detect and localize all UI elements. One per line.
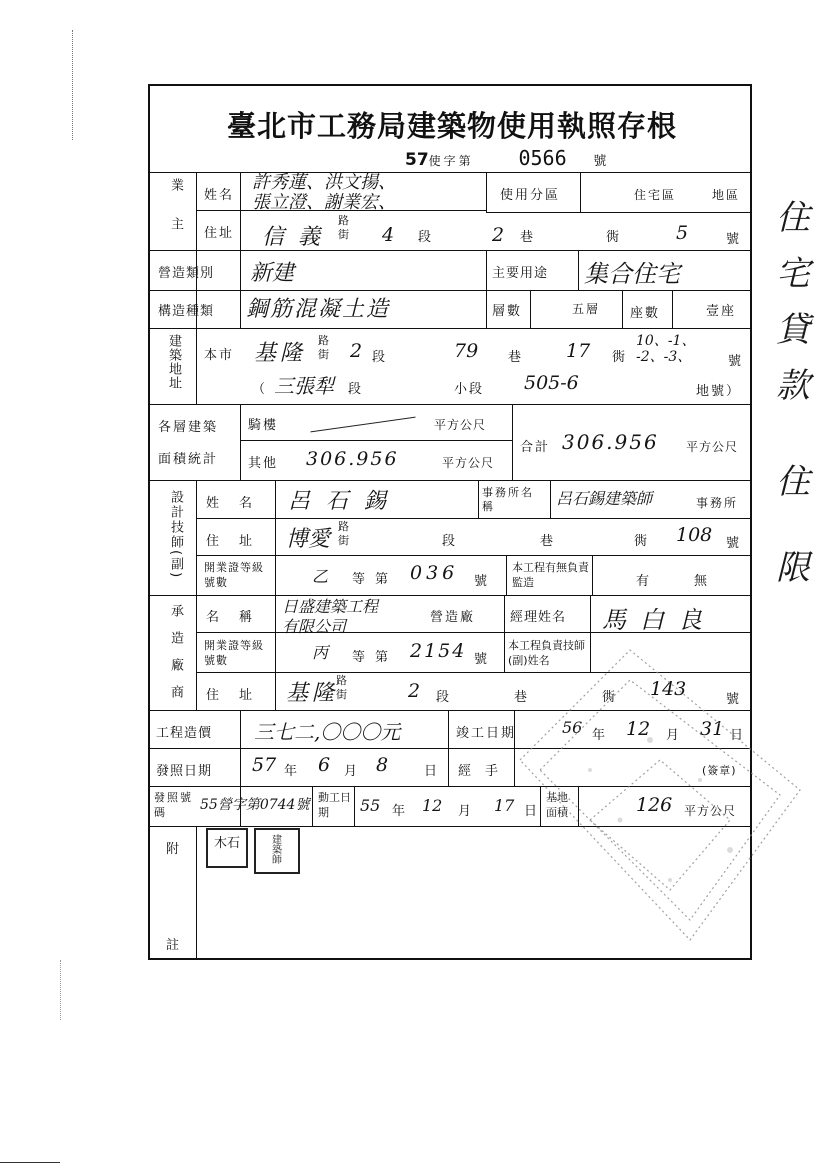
structure-label: 構造種類: [158, 304, 215, 319]
owner-addr-lane: 2: [492, 224, 505, 246]
contractor-name-line1: 日盛建築工程: [282, 597, 379, 616]
col-line: [622, 290, 623, 328]
col-line: [530, 290, 531, 328]
document-title: 臺北市工務局建築物使用執照存根: [226, 109, 677, 143]
site-section: 2: [350, 340, 363, 362]
supervise-label: 本工程有無負責監造: [512, 561, 589, 589]
designer-addr-road: 博愛: [286, 527, 331, 552]
done-year-label: 年: [592, 728, 608, 743]
col-line: [486, 172, 487, 212]
side-char: 宅: [776, 254, 810, 294]
site-alley-label: 衖: [612, 350, 628, 365]
designer-addr-label: 住址: [206, 534, 273, 549]
done-day-label: 日: [730, 728, 746, 743]
designer-license-label: 開業證等級號數: [204, 561, 264, 589]
designer-license-no: 036: [410, 562, 459, 584]
permit-type: 使字第: [428, 154, 474, 168]
site-area-unit: 平方公尺: [684, 804, 737, 818]
site-city: 本市: [204, 348, 235, 363]
contractor-addr-road: 基隆: [286, 681, 339, 706]
area-label-1: 各層建築: [158, 420, 219, 435]
col-line: [506, 555, 507, 595]
margin-mark: [60, 960, 63, 1020]
area-label-2: 面積統計: [158, 452, 219, 467]
side-char: 限: [776, 548, 810, 588]
issue-day-label: 日: [424, 764, 440, 779]
col-line: [448, 710, 449, 786]
office-suffix: 事務所: [696, 496, 739, 510]
col-line: [578, 250, 579, 290]
issue-month-label: 月: [344, 764, 360, 779]
seal-stamp-2: [254, 828, 300, 874]
site-land-prefix: （: [252, 382, 268, 397]
col-line: [240, 404, 241, 480]
col-line: [672, 290, 673, 328]
designer-name-label: 姓名: [206, 496, 273, 511]
manager-value: 馬白良: [602, 606, 716, 634]
site-label: 建築地址: [166, 334, 181, 390]
contractor-license-mid: 等第: [352, 650, 399, 665]
col-line: [240, 250, 241, 328]
col-line: [196, 480, 197, 710]
site-subsection-label: 小段: [454, 382, 485, 397]
contractor-addr-no-label: 號: [726, 692, 742, 707]
col-line: [580, 172, 581, 212]
site-lane-label: 巷: [508, 350, 524, 365]
row-line: [150, 328, 752, 329]
permit-year: 57: [405, 150, 429, 170]
site-numbers-line1: 10、-1、: [636, 333, 696, 349]
margin-mark: [72, 30, 75, 140]
designer-addr-alley-label: 衖: [634, 534, 650, 549]
supervise-suffix: 無: [694, 574, 710, 589]
owner-addr-road-label: 路 街: [338, 214, 349, 241]
col-line: [312, 786, 313, 826]
permit-ref-value: 55營字第0744號: [200, 797, 310, 813]
start-label: 動工日期: [318, 791, 351, 819]
row-line: [196, 555, 752, 556]
seal-stamp-1-text: 木石: [213, 836, 240, 851]
col-line: [550, 480, 551, 518]
contractor-name-label: 名稱: [206, 610, 273, 625]
row-line: [150, 480, 752, 481]
start-day-label: 日: [524, 804, 540, 819]
owner-addr-road: 信義: [262, 225, 335, 250]
issue-year-label: 年: [284, 764, 300, 779]
total-label: 合計: [520, 440, 551, 455]
designer-name-value: 呂石錫: [288, 489, 403, 514]
contractor-addr-no: 143: [650, 678, 687, 700]
seal-label: (簽章): [702, 764, 737, 777]
done-month-label: 月: [666, 728, 682, 743]
floors-value: 五層: [572, 302, 601, 316]
site-lane: 79: [454, 340, 479, 362]
notes-label-top: 附: [166, 842, 182, 857]
contractor-addr-lane-label: 巷: [514, 690, 530, 705]
contractor-license-label: 開業證等級號數: [204, 639, 264, 667]
owner-addr-alley-label: 衖: [606, 230, 622, 245]
site-land-no-label: 地號）: [696, 384, 742, 399]
site-area-label: 基地面積: [546, 791, 568, 819]
arcade-label: 騎樓: [248, 418, 279, 433]
contractor-license-grade: 丙: [312, 643, 329, 662]
owner-name-label: 姓名: [204, 188, 235, 203]
contractor-license-no-label: 號: [474, 652, 490, 667]
col-line: [478, 480, 479, 518]
issue-month: 6: [318, 754, 331, 776]
issue-label: 發照日期: [156, 764, 213, 779]
designer-section-label: 設計技師(副): [168, 490, 183, 580]
notes-label-bottom: 註: [166, 938, 182, 953]
owner-addr-section: 4: [382, 224, 395, 246]
start-year-label: 年: [392, 804, 408, 819]
cost-value: 三七二,〇〇〇元: [254, 720, 401, 744]
contractor-addr-label: 住址: [206, 688, 273, 703]
owner-names-line2: 張立澄、謝業宏、: [252, 192, 396, 213]
site-road: 基隆: [254, 341, 307, 366]
issue-day: 8: [376, 754, 389, 776]
col-line: [592, 555, 593, 595]
side-char: 住: [776, 462, 810, 502]
row-line: [240, 440, 512, 441]
site-land-area: 三張犁: [274, 374, 334, 398]
owner-addr-no-label: 號: [726, 232, 742, 247]
total-value: 306.956: [562, 430, 659, 454]
office-label: 事務所名稱: [482, 486, 534, 513]
contractor-addr-section-label: 段: [436, 690, 452, 705]
manager-label: 經理姓名: [510, 610, 567, 625]
designer-addr-section-label: 段: [442, 534, 458, 549]
tech-label: 本工程負責技師(副)姓名: [508, 639, 585, 667]
side-char: 住: [776, 198, 810, 238]
build-type-value: 新建: [250, 261, 295, 286]
site-area-value: 126: [636, 794, 673, 816]
contractor-addr-section: 2: [408, 680, 421, 702]
site-land-no: 505-6: [524, 372, 579, 394]
use-zone-label: 使用分區: [500, 188, 561, 203]
designer-license-no-label: 號: [474, 574, 490, 589]
main-use-value: 集合住宅: [584, 260, 680, 288]
start-day: 17: [494, 796, 515, 815]
seal-stamp-2-text: 建築師: [272, 835, 282, 866]
row-line: [150, 595, 752, 596]
office-value: 呂石錫建築師: [556, 489, 653, 508]
owner-addr-section-label: 段: [418, 230, 434, 245]
owner-section-label: 業主: [168, 178, 183, 256]
site-land-section-label: 段: [348, 382, 364, 397]
start-month-label: 月: [458, 804, 474, 819]
done-month: 12: [626, 718, 651, 740]
permit-ref-label: 發照號碼: [154, 791, 193, 819]
contractor-addr-road-label: 路 街: [336, 674, 347, 701]
contractor-section-label: 承造廠商: [168, 604, 183, 712]
designer-addr-lane-label: 巷: [540, 534, 556, 549]
col-line: [240, 172, 241, 250]
site-road-label: 路 街: [318, 334, 329, 361]
owner-names-line1: 許秀蓮、洪文揚、: [252, 172, 396, 193]
designer-addr-road-label: 路 街: [338, 520, 349, 547]
permit-suffix: 號: [593, 154, 607, 169]
main-use-label: 主要用途: [492, 266, 549, 281]
site-section-label: 段: [372, 350, 388, 365]
side-char: 款: [776, 366, 810, 406]
floors-label: 層數: [492, 304, 523, 319]
contractor-name-line2: 有限公司: [282, 617, 347, 636]
bottom-rule: [0, 1162, 60, 1163]
col-line: [354, 786, 355, 826]
side-handwriting: [768, 190, 818, 596]
start-month: 12: [422, 796, 443, 815]
supervise-value: 有: [636, 574, 652, 589]
seal-stamp-1: [206, 828, 248, 868]
cost-label: 工程造價: [156, 726, 213, 741]
permit-number: 0566: [518, 146, 567, 170]
designer-addr-no: 108: [676, 524, 713, 546]
other-unit: 平方公尺: [442, 456, 495, 470]
start-year: 55: [360, 796, 381, 815]
contractor-addr-alley-label: 衖: [602, 690, 618, 705]
count-label: 座數: [630, 306, 661, 321]
site-no-label: 號: [728, 354, 744, 369]
count-value: 壹座: [706, 304, 737, 319]
other-label: 其他: [248, 456, 279, 471]
owner-addr-label: 住址: [204, 226, 235, 241]
owner-addr-no: 5: [676, 222, 689, 244]
faded-stamp: [500, 620, 820, 960]
handler-label: 經手: [458, 764, 513, 779]
row-line: [486, 212, 752, 213]
contractor-name-suffix: 營造廠: [430, 610, 476, 625]
done-day: 31: [700, 718, 725, 740]
done-label: 竣工日期: [456, 726, 517, 741]
structure-value: 鋼筋混凝土造: [246, 297, 391, 322]
col-line: [512, 404, 513, 480]
row-line: [196, 518, 752, 519]
owner-addr-lane-label: 巷: [520, 230, 536, 245]
other-value: 306.956: [306, 448, 399, 470]
col-line: [196, 328, 197, 404]
designer-addr-no-label: 號: [726, 536, 742, 551]
designer-license-grade: 乙: [312, 567, 329, 586]
contractor-license-no: 2154: [410, 640, 467, 662]
side-char: 貸: [776, 310, 810, 350]
col-line: [196, 826, 197, 958]
site-alley: 17: [566, 340, 591, 362]
use-zone-suffix: 地區: [712, 188, 741, 202]
col-line: [486, 250, 487, 328]
site-numbers-line2: -2、-3、: [636, 349, 692, 365]
designer-license-mid: 等第: [352, 572, 399, 587]
done-year: 56: [562, 718, 583, 737]
use-zone-value: 住宅區: [634, 188, 677, 202]
col-line: [275, 480, 276, 710]
total-unit: 平方公尺: [686, 440, 739, 454]
arcade-unit: 平方公尺: [434, 418, 487, 432]
build-type-label: 營造類別: [158, 266, 215, 281]
issue-year: 57: [252, 754, 277, 776]
